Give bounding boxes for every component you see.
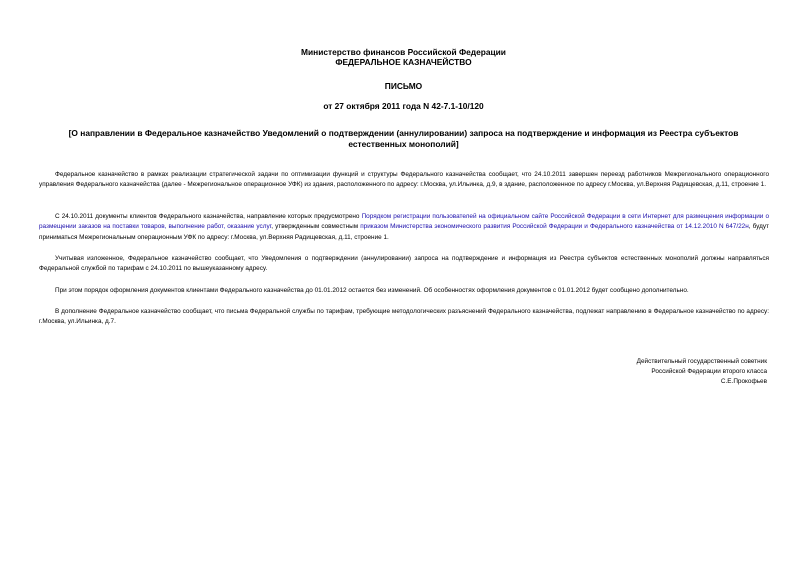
signature-title-line-1: Действительный государственный советник	[636, 358, 767, 365]
paragraph-2-text-a: С 24.10.2011 документы клиентов Федерального казначейства, направление которых предусмотрено	[55, 213, 362, 220]
paragraph-5: В дополнение Федеральное казначейство сообщает, что письма Федеральной службы по тарифам, требующие методологических разъяснений Федерального казначейства, подлежат направлению в Федеральное казначейство по адресу: г.Москва, ул.Ильинка, д.7.	[39, 308, 769, 326]
date-number-heading: от 27 октября 2011 года N 42-7.1-10/120	[323, 101, 484, 111]
treasury-heading: ФЕДЕРАЛЬНОЕ КАЗНАЧЕЙСТВО	[335, 57, 472, 67]
paragraph-4: При этом порядок оформления документов клиентами Федерального казначейства до 01.01.2012 остается без изменений. Об особенностях оформления документов с 01.01.2012 будет сообщено дополнительно.	[55, 287, 689, 294]
ministry-heading: Министерство финансов Российской Федерации	[301, 47, 506, 57]
paragraph-2	[39, 212, 769, 243]
paragraph-3: Учитывая изложенное, Федеральное казначейство сообщает, что Уведомления о подтверждении (аннулировании) запроса на подтверждение и информация из Реестра субъектов естественных монополий должны направляться Федеральной службой по тарифам с 24.10.2011 по вышеуказанному адресу.	[39, 255, 769, 273]
registration-order-link[interactable]: Порядком регистрации пользователей на официальном сайте Российской Федерации в сети Интернет для размещения информации о размещении заказов на поставки товаров, выполнение работ, оказание услуг	[39, 213, 769, 231]
signature-title-line-2: Российской Федерации второго класса	[651, 368, 767, 376]
subject-heading: [О направлении в Федеральное казначейство Уведомлений о подтверждении (аннулировании) запроса на подтверждение и информация из Реестра субъектов естественных монополий]	[68, 128, 739, 149]
paragraph-2-text-b: , утвержденным совместным	[271, 223, 361, 231]
signature-block	[467, 357, 767, 388]
signature-name: С.Е.Прокофьев	[720, 378, 767, 386]
doc-type-heading: ПИСЬМО	[384, 81, 423, 91]
paragraph-1: Федеральное казначейство в рамках реализации стратегической задачи по оптимизации функций и структуры Федерального казначейства сообщает, что 24.10.2011 завершен переезд работников Межрегионального операционного управления Федерального казначейства (далее - Межрегиональное операционное УФК) из здания, расположенного по адресу: г.Москва, ул.Ильинка, д.9, в здание, расположенное по адресу г.Москва, ул.Верхняя Радищевская, д.11, строение 1.	[39, 171, 769, 189]
ministry-order-link[interactable]: приказом Министерства экономического развития Российской Федерации и Федерального казначейства от 14.12.2010 N 647/22н	[360, 223, 749, 231]
paragraph-2-text-c: , будут приниматься Межрегиональным операционным УФК по адресу: г.Москва, ул.Верхняя Радищевская, д.11, строение 1.	[39, 223, 769, 241]
